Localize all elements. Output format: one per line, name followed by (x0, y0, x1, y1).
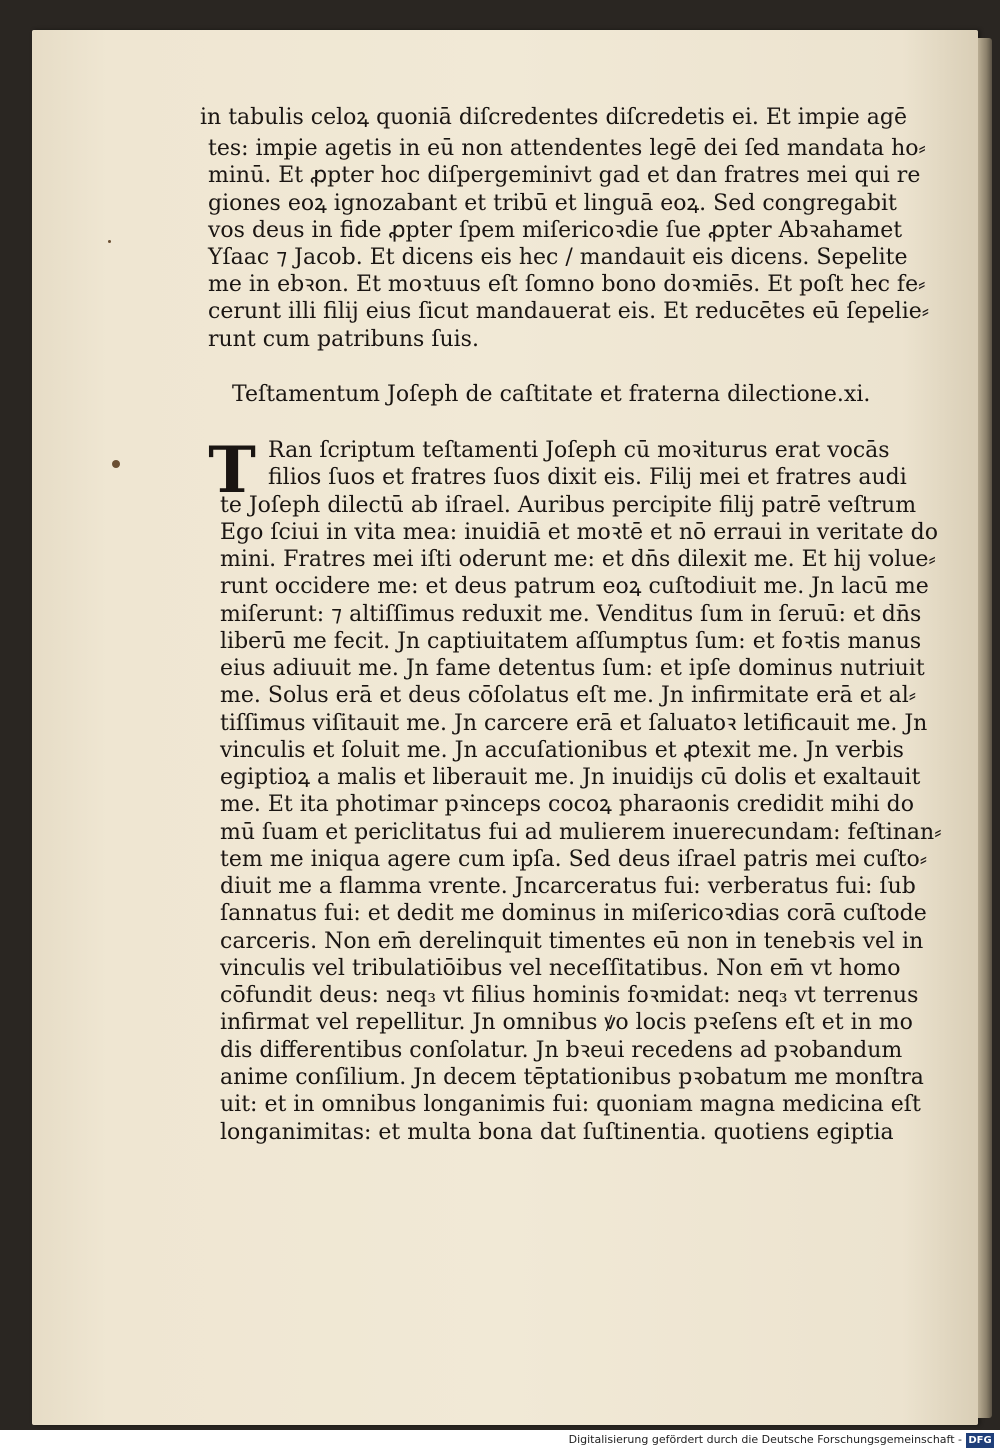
dfg-logo: DFG (966, 1433, 994, 1448)
text-line: cōfundit deus: neq₃ vt filius hominis foꝛmidat: neq₃ vt terrenus (220, 983, 919, 1008)
text-line: longanimitas: et multa bona dat ſuſtinentia. quotiens egiptia (220, 1120, 894, 1145)
text-line: Yſaac ⁊ Jacob. Et dicens eis hec / mandauit eis dicens. Sepelite (208, 245, 908, 270)
text-line: liberū me fecit. Jn captiuitatem aſſumptus ſum: et foꝛtis manus (220, 629, 922, 654)
text-line: Ego ſciui in vita mea: inuidiā et moꝛtē et nō erraui in veritate do (220, 520, 938, 545)
text-line: runt occidere me: et deus patrum eoꝝ cuſtodiuit me. Jn lacū me (220, 574, 929, 599)
footer-bar (0, 1430, 1000, 1452)
text-line: tem me iniqua agere cum ipſa. Sed deus iſrael patris mei cuſto⸗ (220, 847, 928, 872)
text-line: tes: impie agetis in eū non attendentes legē dei ſed mandata ho⸗ (208, 136, 926, 161)
text-line: dis differentibus conſolatur. Jn bꝛeui recedens ad pꝛobandum (220, 1038, 903, 1063)
text-line: anime conſilium. Jn decem tēptationibus pꝛobatum me monſtra (220, 1065, 924, 1090)
text-line: Ran ſcriptum teſtamenti Joſeph cū moꝛiturus erat vocās (268, 438, 890, 463)
page-edge (978, 38, 992, 1418)
ink-spot (112, 460, 120, 468)
text-line: vos deus in fide ꝓpter ſpem miſericoꝛdie ſue ꝓpter Abꝛahamet (208, 218, 903, 243)
text-line: runt cum patribuns ſuis. (208, 327, 479, 352)
text-line: in tabulis celoꝝ quoniā diſcredentes diſcredetis ei. Et impie agē (200, 105, 908, 130)
section-heading: Teſtamentum Joſeph de caſtitate et fraterna dilectione.xi. (232, 382, 871, 407)
text-line: filios ſuos et fratres ſuos dixit eis. Filij mei et fratres audi (268, 465, 907, 490)
text-line: giones eoꝝ ignozabant et tribū et linguā eoꝝ. Sed congregabit (208, 191, 897, 216)
text-line: mini. Fratres mei iſti oderunt me: et dn̄s dilexit me. Et hij volue⸗ (220, 547, 936, 572)
footer-credit: Digitalisierung gefördert durch die Deutsche Forschungsgemeinschaft - (568, 1433, 962, 1446)
text-line: te Joſeph dilectū ab iſrael. Auribus percipite filij patrē veſtrum (220, 493, 917, 518)
text-line: minū. Et ꝓpter hoc diſpergeminivt gad et dan fratres mei qui re (208, 163, 921, 188)
initial-letter: T (208, 433, 256, 508)
text-line: egiptioꝝ a malis et liberauit me. Jn inuidijs cū dolis et exaltauit (220, 765, 921, 790)
text-line: mū ſuam et periclitatus fui ad mulierem inuerecundam: feſtinan⸗ (220, 820, 942, 845)
text-line: me. Et ita photimar pꝛinceps cocoꝝ pharaonis credidit mihi do (220, 792, 914, 817)
text-line: vinculis vel tribulatiōibus vel neceſſitatibus. Non em̄ vt homo (220, 956, 901, 981)
ink-spot (108, 240, 111, 243)
text-line: cerunt illi filij eius ſicut mandauerat eis. Et reducētes eū ſepelie⸗ (208, 299, 930, 324)
text-line: carceris. Non em̄ derelinquit timentes eū non in tenebꝛis vel in (220, 929, 924, 954)
text-line: uit: et in omnibus longanimis fui: quoniam magna medicina eſt (220, 1092, 921, 1117)
text-line: me. Solus erā et deus cōſolatus eſt me. Jn infirmitate erā et al⸗ (220, 683, 917, 708)
text-line: me in ebꝛon. Et moꝛtuus eſt ſomno bono doꝛmiēs. Et poſt hec fe⸗ (208, 272, 926, 297)
text-line: tiſſimus viſitauit me. Jn carcere erā et ſaluatoꝛ letificauit me. Jn (220, 711, 928, 736)
text-line: miſerunt: ⁊ altiſſimus reduxit me. Venditus ſum in ſeruū: et dn̄s (220, 602, 922, 627)
text-line: eius adiuuit me. Jn fame detentus ſum: et ipſe dominus nutriuit (220, 656, 925, 681)
text-line: diuit me a flamma vrente. Jncarceratus fui: verberatus fui: ſub (220, 874, 916, 899)
text-line: ſannatus fui: et dedit me dominus in miſericoꝛdias corā cuſtode (220, 901, 927, 926)
text-line: vinculis et ſoluit me. Jn accuſationibus et ꝓtexit me. Jn verbis (220, 738, 904, 763)
text-line: infirmat vel repellitur. Jn omnibus ꝟo locis pꝛeſens eſt et in mo (220, 1010, 913, 1035)
